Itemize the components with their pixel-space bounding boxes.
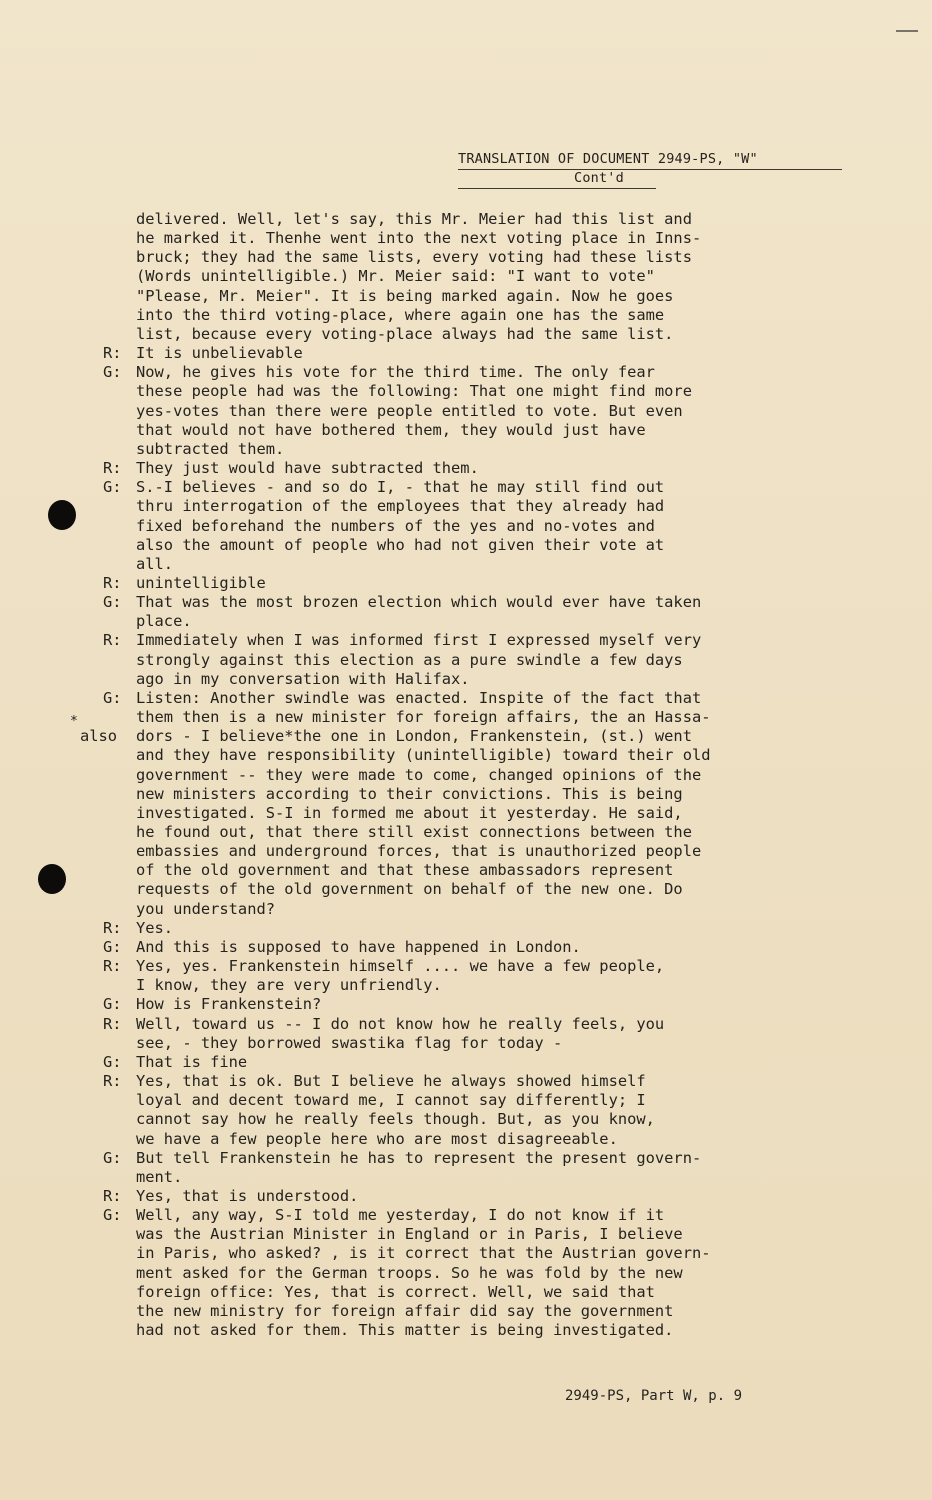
transcript-line [80, 306, 860, 325]
speech-text: Well, any way, S-I told me yesterday, I do not know if it [136, 1206, 665, 1225]
transcript-line [80, 1053, 860, 1072]
speaker-label: R: [103, 459, 122, 478]
speaker-label: also [80, 727, 118, 746]
transcript-line [80, 1206, 860, 1225]
transcript-line [80, 1302, 860, 1321]
speaker-label: R: [103, 1014, 122, 1033]
document-header [458, 150, 858, 188]
speech-text: thru interrogation of the employees that they already had [136, 497, 665, 516]
transcript-line [80, 938, 860, 957]
speaker-label: R: [103, 631, 122, 650]
transcript-line [80, 1130, 860, 1149]
transcript-line [80, 861, 860, 880]
transcript-line [80, 478, 860, 497]
continued-underline [458, 188, 656, 189]
transcript-line [80, 785, 860, 804]
speech-text: yes-votes than there were people entitled to vote. But even [136, 401, 683, 420]
speech-text: "Please, Mr. Meier". It is being marked again. Now he goes [136, 286, 674, 305]
transcript-line [80, 1321, 860, 1340]
speech-text: embassies and underground forces, that is unauthorized people [136, 842, 702, 861]
speech-text: place. [136, 612, 192, 631]
transcript-line [80, 1072, 860, 1091]
transcript-line [80, 1283, 860, 1302]
speech-text: he found out, that there still exist connections between the [136, 823, 692, 841]
speech-text: all. [136, 554, 174, 573]
transcript-body [80, 210, 860, 1340]
speech-text: these people had was the following: That one might find more [136, 382, 692, 401]
speech-text: and they have responsibility (unintelligible) toward their old [136, 746, 711, 765]
transcript-line [80, 631, 860, 650]
title-underline [458, 169, 842, 170]
translation-title: TRANSLATION OF DOCUMENT 2949-PS, "W" [458, 151, 758, 167]
speech-text: into the third voting-place, where again one has the same [136, 305, 665, 324]
transcript-line [80, 766, 860, 785]
transcript-line [80, 1034, 860, 1053]
transcript-line [80, 1225, 860, 1244]
speech-text: you understand? [136, 899, 275, 918]
transcript-line [80, 651, 860, 670]
page-footer: 2949-PS, Part W, p. 9 [565, 1388, 743, 1404]
speech-text: strongly against this election as a pure swindle a few days [136, 650, 683, 669]
transcript-line [80, 995, 860, 1014]
transcript-line [80, 1244, 860, 1263]
transcript-line [80, 842, 860, 861]
speech-text: delivered. Well, let's say, this Mr. Meier had this list and [136, 210, 692, 228]
transcript-line [80, 555, 860, 574]
transcript-line [80, 1015, 860, 1034]
transcript-line [80, 804, 860, 823]
transcript-line [80, 689, 860, 708]
speaker-label: R: [103, 573, 122, 592]
speech-text: had not asked for them. This matter is being investigated. [136, 1321, 674, 1340]
transcript-line [80, 708, 860, 727]
speaker-label: G: [103, 1206, 122, 1225]
speaker-label: R: [103, 918, 122, 937]
speech-text: cannot say how he really feels though. But, as you know, [136, 1110, 655, 1129]
speech-text: list, because every voting-place always had the same list. [136, 324, 674, 343]
transcript-line [80, 727, 860, 746]
speech-text: unintelligible [136, 573, 266, 592]
transcript-line [80, 344, 860, 363]
speech-text: requests of the old government on behalf of the new one. Do [136, 880, 683, 899]
speaker-label: G: [103, 937, 122, 956]
speech-text: the new ministry for foreign affair did say the government [136, 1301, 674, 1320]
speech-text: that would not have bothered them, they would just have [136, 420, 646, 439]
transcript-line [80, 746, 860, 765]
speech-text: bruck; they had the same lists, every voting had these lists [136, 248, 692, 267]
speech-text: Immediately when I was informed first I expressed myself very [136, 631, 702, 650]
speech-text: foreign office: Yes, that is correct. Well, we said that [136, 1282, 655, 1301]
speaker-label: G: [103, 363, 122, 382]
speech-text: How is Frankenstein? [136, 995, 322, 1014]
continued-label: Cont'd [574, 170, 624, 186]
transcript-line [80, 229, 860, 248]
transcript-line [80, 517, 860, 536]
transcript-line [80, 1264, 860, 1283]
transcript-line [80, 459, 860, 478]
speaker-label: R: [103, 344, 122, 363]
speech-text: Yes, that is understood. [136, 1186, 359, 1205]
transcript-line [80, 574, 860, 593]
punch-hole-lower [38, 864, 66, 894]
speech-text: ment asked for the German troops. So he was fold by the new [136, 1263, 683, 1282]
transcript-line [80, 382, 860, 401]
speech-text: That was the most brozen election which would ever have taken [136, 593, 702, 612]
speech-text: government -- they were made to come, changed opinions of the [136, 765, 702, 784]
transcript-line [80, 957, 860, 976]
speech-text: in Paris, who asked? , is it correct that the Austrian govern- [136, 1244, 711, 1263]
transcript-line [80, 325, 860, 344]
speech-text: see, - they borrowed swastika flag for today - [136, 1033, 563, 1052]
speech-text: They just would have subtracted them. [136, 459, 479, 478]
speech-text: he marked it. Thenhe went into the next voting place in Inns- [136, 229, 702, 248]
transcript-line [80, 210, 860, 229]
transcript-line [80, 1091, 860, 1110]
corner-mark [896, 30, 918, 32]
margin-asterisk: * [70, 714, 78, 729]
speech-text: Yes, yes. Frankenstein himself .... we have a few people, [136, 957, 665, 976]
speech-text: That is fine [136, 1052, 248, 1071]
speech-text: was the Austrian Minister in England or in Paris, I believe [136, 1225, 683, 1244]
transcript-line [80, 1149, 860, 1168]
transcript-line [80, 267, 860, 286]
speaker-label: G: [103, 478, 122, 497]
speaker-label: G: [103, 688, 122, 707]
speech-text: dors - I believe*the one in London, Frankenstein, (st.) went [136, 727, 692, 746]
speaker-label: R: [103, 957, 122, 976]
speech-text: we have a few people here who are most disagreeable. [136, 1129, 618, 1148]
transcript-line [80, 1110, 860, 1129]
punch-hole-upper [48, 500, 76, 530]
transcript-line [80, 919, 860, 938]
speech-text: It is unbelievable [136, 344, 303, 363]
speech-text: Listen: Another swindle was enacted. Inspite of the fact that [136, 688, 702, 707]
speaker-label: G: [103, 593, 122, 612]
speech-text: And this is supposed to have happened in London. [136, 937, 581, 956]
speech-text: ment. [136, 1167, 183, 1186]
transcript-line [80, 536, 860, 555]
speech-text: (Words unintelligible.) Mr. Meier said: "I want to vote" [136, 267, 655, 286]
speech-text: Well, toward us -- I do not know how he really feels, you [136, 1014, 665, 1033]
transcript-line [80, 593, 860, 612]
transcript-line [80, 670, 860, 689]
transcript-line [80, 497, 860, 516]
speech-text: I know, they are very unfriendly. [136, 976, 442, 995]
speech-text: Yes, that is ok. But I believe he always showed himself [136, 1072, 646, 1091]
transcript-line [80, 1187, 860, 1206]
transcript-line [80, 1168, 860, 1187]
speaker-label: R: [103, 1186, 122, 1205]
speech-text: them then is a new minister for foreign affairs, the an Hassa- [136, 708, 711, 727]
speaker-label: G: [103, 1052, 122, 1071]
speaker-label: G: [103, 1148, 122, 1167]
speech-text: loyal and decent toward me, I cannot say differently; I [136, 1091, 646, 1110]
speaker-label: G: [103, 995, 122, 1014]
speech-text: new ministers according to their convictions. This is being [136, 784, 683, 803]
speech-text: of the old government and that these ambassadors represent [136, 861, 674, 880]
speech-text: subtracted them. [136, 439, 285, 458]
transcript-line [80, 287, 860, 306]
speech-text: investigated. S-I in formed me about it yesterday. He said, [136, 803, 683, 822]
transcript-line [80, 248, 860, 267]
speech-text: S.-I believes - and so do I, - that he may still find out [136, 478, 665, 497]
speech-text: Now, he gives his vote for the third time. The only fear [136, 363, 655, 382]
speech-text: also the amount of people who had not given their vote at [136, 535, 665, 554]
transcript-line [80, 612, 860, 631]
speech-text: ago in my conversation with Halifax. [136, 669, 470, 688]
transcript-line [80, 880, 860, 899]
transcript-line [80, 421, 860, 440]
speech-text: Yes. [136, 918, 174, 937]
speech-text: But tell Frankenstein he has to represent the present govern- [136, 1148, 702, 1167]
speech-text: fixed beforehand the numbers of the yes and no-votes and [136, 516, 655, 535]
speaker-label: R: [103, 1072, 122, 1091]
transcript-line [80, 823, 860, 842]
transcript-line [80, 976, 860, 995]
transcript-line [80, 402, 860, 421]
transcript-line [80, 440, 860, 459]
transcript-line [80, 363, 860, 382]
transcript-line [80, 900, 860, 919]
